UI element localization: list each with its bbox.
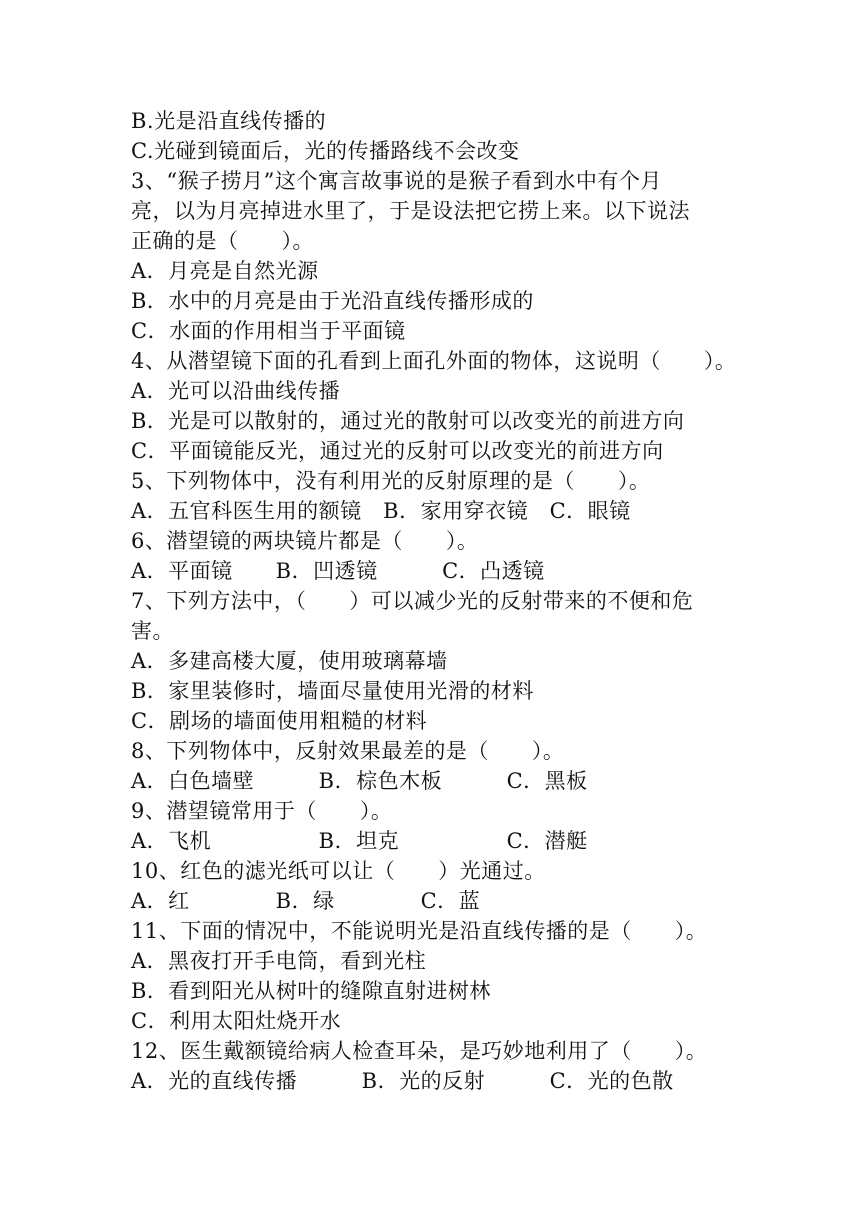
question-line: 5、下列物体中，没有利用光的反射原理的是（ ）。 bbox=[131, 469, 651, 493]
option-line: C．剧场的墙面使用粗糙的材料 bbox=[131, 709, 428, 733]
option-line: A．多建高楼大厦，使用玻璃幕墙 bbox=[131, 649, 448, 673]
question-line: 11、下面的情况中，不能说明光是沿直线传播的是（ ）。 bbox=[131, 919, 708, 943]
option-line: B．家里装修时，墙面尽量使用光滑的材料 bbox=[131, 679, 534, 703]
option-line: A．平面镜 B．凹透镜 C．凸透镜 bbox=[131, 559, 545, 583]
question-line: 正确的是（ ）。 bbox=[131, 229, 314, 253]
option-line: A．白色墙壁 B．棕色木板 C．黑板 bbox=[131, 769, 588, 793]
option-line: B．光是可以散射的，通过光的散射可以改变光的前进方向 bbox=[131, 409, 685, 433]
option-line: C．水面的作用相当于平面镜 bbox=[131, 319, 406, 343]
option-line: A．月亮是自然光源 bbox=[131, 259, 319, 283]
option-line: C.光碰到镜面后，光的传播路线不会改变 bbox=[131, 139, 520, 163]
question-line: 害。 bbox=[131, 619, 174, 643]
option-line: A．光可以沿曲线传播 bbox=[131, 379, 341, 403]
question-line: 3、“猴子捞月”这个寓言故事说的是猴子看到水中有个月 bbox=[131, 169, 662, 193]
question-text-block bbox=[131, 106, 741, 1096]
option-line: A．飞机 B．坦克 C．潜艇 bbox=[131, 829, 588, 853]
question-line: 8、下列物体中，反射效果最差的是（ ）。 bbox=[131, 739, 565, 763]
question-line: 亮，以为月亮掉进水里了，于是设法把它捞上来。以下说法 bbox=[131, 199, 690, 223]
option-line: B．看到阳光从树叶的缝隙直射进树林 bbox=[131, 979, 491, 1003]
option-line: A．光的直线传播 B．光的反射 C．光的色散 bbox=[131, 1069, 674, 1093]
option-line: A．黑夜打开手电筒，看到光柱 bbox=[131, 949, 427, 973]
question-line: 9、潜望镜常用于（ ）。 bbox=[131, 799, 393, 823]
option-line: A．红 B．绿 C．蓝 bbox=[131, 889, 481, 913]
question-line: 12、医生戴额镜给病人检查耳朵，是巧妙地利用了（ ）。 bbox=[131, 1039, 708, 1063]
question-line: 6、潜望镜的两块镜片都是（ ）。 bbox=[131, 529, 479, 553]
option-line: B．水中的月亮是由于光沿直线传播形成的 bbox=[131, 289, 534, 313]
question-line: 10、红色的滤光纸可以让（ ）光通过。 bbox=[131, 859, 546, 883]
question-line: 7、下列方法中，（ ）可以减少光的反射带来的不便和危 bbox=[131, 589, 694, 613]
option-line: B.光是沿直线传播的 bbox=[131, 109, 327, 133]
option-line: C．利用太阳灶烧开水 bbox=[131, 1009, 342, 1033]
option-line: A．五官科医生用的额镜 B．家用穿衣镜 C．眼镜 bbox=[131, 499, 631, 523]
option-line: C．平面镜能反光，通过光的反射可以改变光的前进方向 bbox=[131, 439, 664, 463]
question-line: 4、从潜望镜下面的孔看到上面孔外面的物体，这说明（ ）。 bbox=[131, 349, 737, 373]
